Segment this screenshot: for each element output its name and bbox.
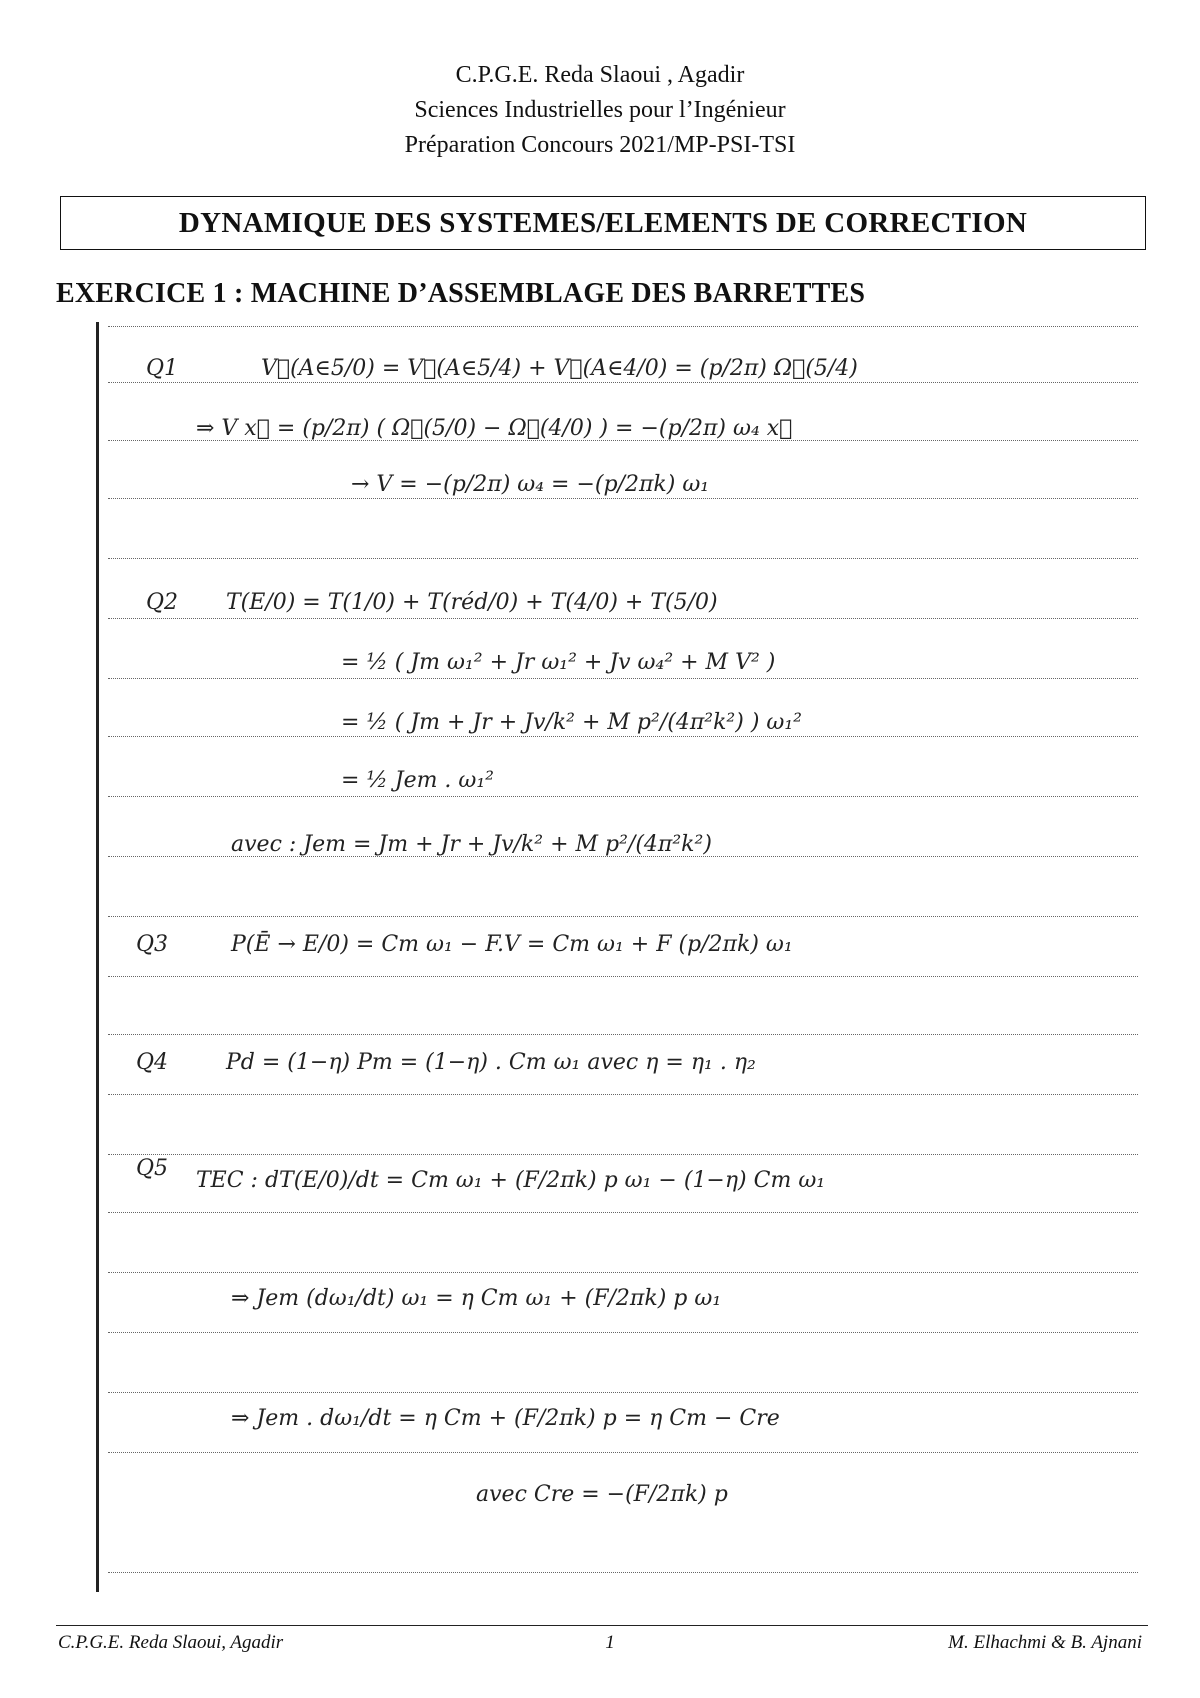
q2-equation-1: T(E/0) = T(1/0) + T(réd/0) + T(4/0) + T(5/0) [226,590,718,615]
ruled-line [108,736,1138,737]
q2-equation-5: avec : Jem = Jm + Jr + Jv/k² + M p²/(4π²k²) [231,832,712,857]
footer-authors: M. Elhachmi & B. Ajnani [948,1632,1142,1653]
ruled-line [108,558,1138,559]
ruled-line [108,1154,1138,1155]
notebook-margin-line [96,322,99,1592]
q3-equation-1: P(Ē → E/0) = Cm ω₁ − F.V = Cm ω₁ + F (p/2πk) ω₁ [231,932,793,957]
q1-equation-1: V⃗(A∈5/0) = V⃗(A∈5/4) + V⃗(A∈4/0) = (p/2π) Ω⃗(5/4) [261,356,858,381]
ruled-line [108,678,1138,679]
ruled-line [108,498,1138,499]
ruled-line [108,796,1138,797]
ruled-line [108,1212,1138,1213]
ruled-line [108,976,1138,977]
ruled-line [108,1272,1138,1273]
q4-equation-1: Pd = (1−η) Pm = (1−η) . Cm ω₁ avec η = η₁ . η₂ [226,1050,756,1075]
q2-equation-2: = ½ ( Jm ω₁² + Jr ω₁² + Jv ω₄² + M V² ) [341,650,776,675]
header-prep: Préparation Concours 2021/MP-PSI-TSI [404,132,796,158]
exercise-title: EXERCICE 1 : MACHINE D’ASSEMBLAGE DES BARRETTES [56,278,866,309]
page-number: 1 [605,1632,615,1653]
q5-equation-4: avec Cre = −(F/2πk) p [476,1482,728,1507]
ruled-line [108,1392,1138,1393]
q2-label: Q2 [146,590,179,615]
handwritten-notebook [96,322,1146,1592]
ruled-line [108,1034,1138,1035]
q1-label: Q1 [146,356,179,381]
q2-equation-3: = ½ ( Jm + Jr + Jv/k² + M p²/(4π²k²) ) ω₁² [341,710,802,735]
header-school: C.P.G.E. Reda Slaoui , Agadir [455,62,745,88]
ruled-line [108,382,1138,383]
q5-equation-2: ⇒ Jem (dω₁/dt) ω₁ = η Cm ω₁ + (F/2πk) p ω₁ [231,1286,722,1311]
q5-equation-3: ⇒ Jem . dω₁/dt = η Cm + (F/2πk) p = η Cm − Cre [231,1406,780,1431]
q3-label: Q3 [136,932,169,957]
ruled-line [108,1452,1138,1453]
q4-label: Q4 [136,1050,169,1075]
ruled-line [108,916,1138,917]
footer-school: C.P.G.E. Reda Slaoui, Agadir [58,1632,284,1653]
ruled-line [108,618,1138,619]
ruled-line [108,1572,1138,1573]
q1-equation-3: → V = −(p/2π) ω₄ = −(p/2πk) ω₁ [351,472,710,497]
q1-equation-2: ⇒ V x⃗ = (p/2π) ( Ω⃗(5/0) − Ω⃗(4/0) ) = −(p/2π) ω₄ x⃗ [196,416,793,441]
page-header [0,58,1200,163]
ruled-line [108,1094,1138,1095]
q5-equation-1: TEC : dT(E/0)/dt = Cm ω₁ + (F/2πk) p ω₁ − (1−η) Cm ω₁ [196,1168,826,1193]
q5-label: Q5 [136,1156,169,1181]
ruled-line [108,326,1138,327]
q2-equation-4: = ½ Jem . ω₁² [341,768,495,793]
document-title: DYNAMIQUE DES SYSTEMES/ELEMENTS DE CORRECTION [60,196,1146,250]
footer-divider [56,1625,1148,1626]
header-subject: Sciences Industrielles pour l’Ingénieur [414,97,786,123]
ruled-line [108,1332,1138,1333]
